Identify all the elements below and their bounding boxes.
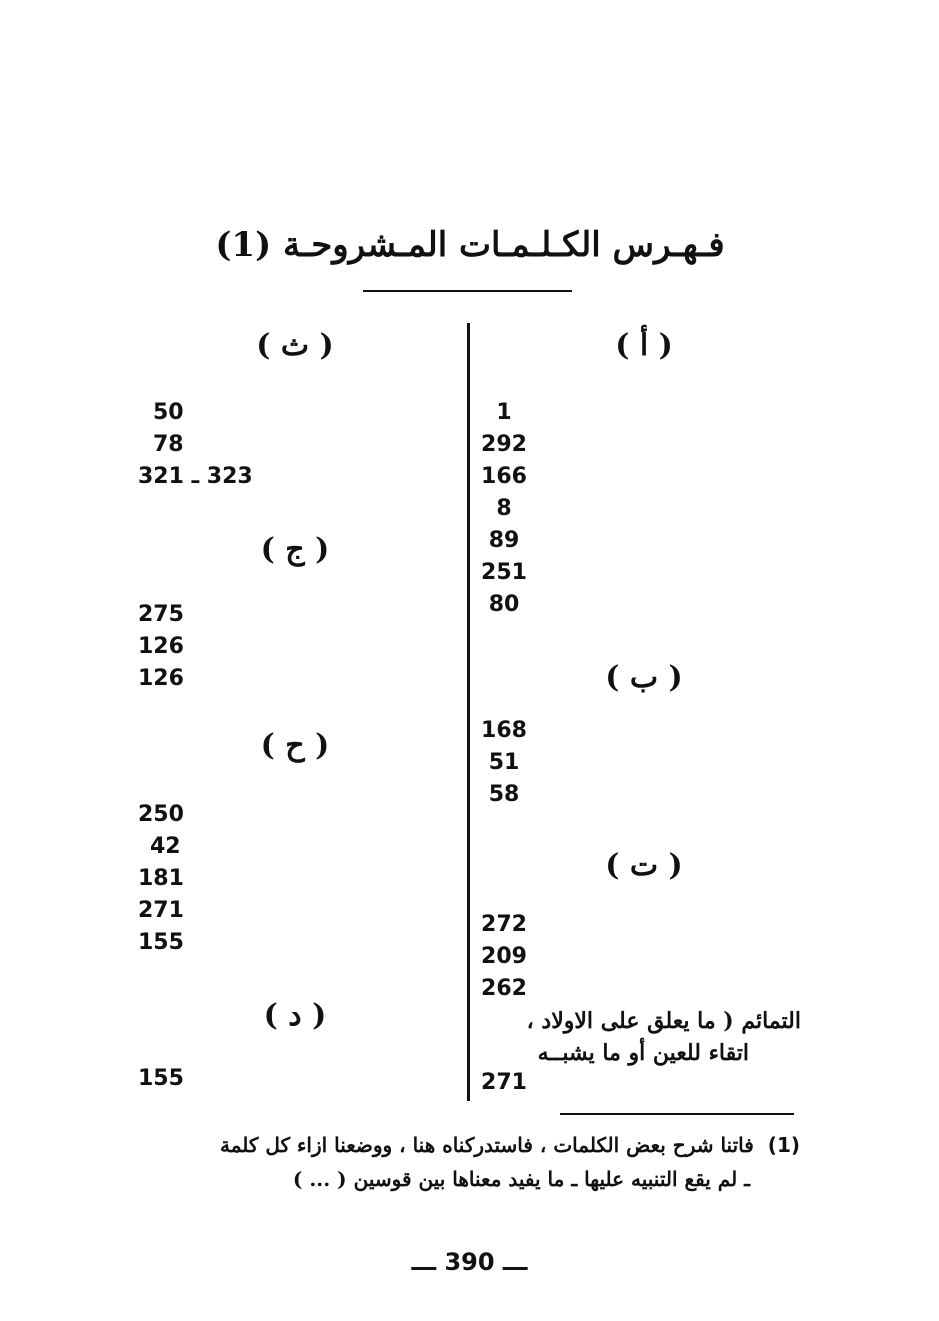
footnote-text: فاتنا شرح بعض الكلمات ، فاستدركناه هنا ، ووضعنا ازاء كل كلمة bbox=[219, 1133, 754, 1157]
entry-page: 275 bbox=[138, 602, 184, 627]
entry-page: 51 bbox=[488, 750, 520, 775]
entry-page: 42 bbox=[150, 834, 181, 859]
entry-page: 58 bbox=[488, 782, 520, 807]
entry-page: 80 bbox=[488, 592, 520, 617]
entry-page: 1 bbox=[496, 400, 512, 425]
entry-page: 262 bbox=[481, 976, 527, 1001]
entry-page: 323 ـ 321 bbox=[138, 464, 253, 489]
section-letter-ba: ( ب ) bbox=[605, 660, 683, 695]
footnote-line: ـ لم يقع التنبيه عليها ـ ما يفيد معناها بين قوسين ( ... ) bbox=[292, 1167, 750, 1191]
title-underline bbox=[363, 290, 572, 292]
column-divider bbox=[467, 323, 470, 1101]
entry-page: 126 bbox=[138, 634, 184, 659]
section-letter-alif: ( أ ) bbox=[615, 328, 673, 363]
section-letter-dal: ( د ) bbox=[263, 998, 327, 1033]
entry-page: 89 bbox=[488, 528, 520, 553]
entry-page: 251 bbox=[481, 560, 527, 585]
footnote-separator bbox=[560, 1113, 794, 1115]
footnote bbox=[120, 1128, 800, 1196]
entry-page: 155 bbox=[138, 930, 184, 955]
entry-page: 78 bbox=[153, 432, 184, 457]
entry-page: 168 bbox=[481, 718, 527, 743]
section-letter-jim: ( ج ) bbox=[260, 532, 330, 567]
page-number: ـــ 390 ـــ bbox=[411, 1248, 528, 1276]
entry-page: 8 bbox=[496, 496, 512, 521]
entry-page: 272 bbox=[481, 912, 527, 937]
entry-page: 50 bbox=[153, 400, 184, 425]
entry-page: 181 bbox=[138, 866, 184, 891]
entry-page: 126 bbox=[138, 666, 184, 691]
entry-page: 209 bbox=[481, 944, 527, 969]
footnote-mark: (1) bbox=[767, 1133, 800, 1157]
entry-word-line: اتقاء للعين أو ما يشبــه bbox=[537, 1040, 749, 1066]
entry-page: 271 bbox=[481, 1070, 527, 1095]
section-letter-tha: ( ث ) bbox=[256, 328, 334, 363]
entry-page: 292 bbox=[481, 432, 527, 457]
page-title: فـهـرس الكـلـمـات المـشروحـة (1) bbox=[215, 225, 725, 265]
section-letter-ha: ( ح ) bbox=[260, 728, 330, 763]
footnote-line bbox=[120, 1128, 800, 1162]
entry-page: 250 bbox=[138, 802, 184, 827]
entry-page: 271 bbox=[138, 898, 184, 923]
entry-page: 155 bbox=[138, 1066, 184, 1091]
section-letter-ta: ( ت ) bbox=[605, 848, 683, 883]
entry-word-line: التمائم ( ما يعلق على الاولاد ، bbox=[526, 1008, 801, 1034]
entry-page: 166 bbox=[481, 464, 527, 489]
